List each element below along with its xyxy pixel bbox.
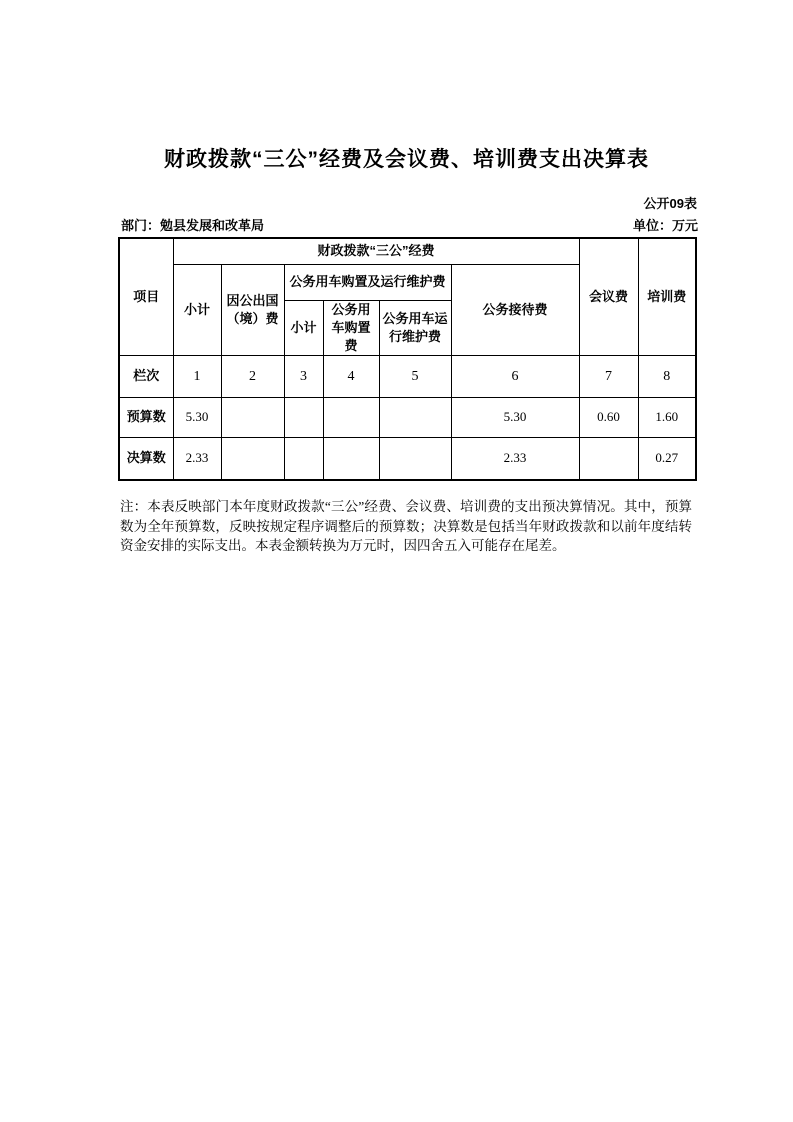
header-vehicle-purchase: 公务用车购置费 — [323, 300, 379, 356]
header-sangong-group: 财政拨款“三公”经费 — [173, 238, 579, 264]
table-cell: 6 — [451, 356, 579, 398]
table-cell: 3 — [284, 356, 323, 398]
header-reception-fee: 公务接待费 — [451, 264, 579, 356]
row-label-budget: 预算数 — [119, 398, 173, 438]
table-cell — [221, 398, 284, 438]
header-meeting-fee: 会议费 — [579, 238, 638, 356]
expense-table — [118, 237, 697, 481]
table-cell — [579, 438, 638, 480]
header-vehicle-maintenance: 公务用车运行维护费 — [379, 300, 451, 356]
table-cell — [379, 438, 451, 480]
table-cell — [284, 398, 323, 438]
table-cell: 0.60 — [579, 398, 638, 438]
table-cell: 5.30 — [451, 398, 579, 438]
table-cell: 0.27 — [638, 438, 696, 480]
header-vehicle-group: 公务用车购置及运行维护费 — [284, 264, 451, 300]
header-abroad-fee: 因公出国（境）费 — [221, 264, 284, 356]
row-label-column-index: 栏次 — [119, 356, 173, 398]
table-cell: 5.30 — [173, 398, 221, 438]
table-cell: 4 — [323, 356, 379, 398]
table-cell — [379, 398, 451, 438]
header-subtotal: 小计 — [173, 264, 221, 356]
page-title: 财政拨款“三公”经费及会议费、培训费支出决算表 — [164, 148, 649, 171]
header-vehicle-subtotal: 小计 — [284, 300, 323, 356]
table-cell: 1 — [173, 356, 221, 398]
table-cell: 2.33 — [173, 438, 221, 480]
table-cell: 2 — [221, 356, 284, 398]
form-code: 公开09表 — [643, 196, 697, 211]
department-label: 部门：勉县发展和改革局 — [121, 218, 265, 233]
table-cell — [221, 438, 284, 480]
note-text: 注：本表反映部门本年度财政拨款“三公”经费、会议费、培训费的支出预决算情况。其中，预算数为全年预算数，反映按规定程序调整后的预算数；决算数是包括当年财政拨款和以前年度结转资金安排的实际支出。本表金额转换为万元时，因四舍五入可能存在尾差。 — [120, 499, 692, 553]
table-cell — [323, 398, 379, 438]
row-label-final: 决算数 — [119, 438, 173, 480]
table-cell: 7 — [579, 356, 638, 398]
table-cell: 5 — [379, 356, 451, 398]
meta-row — [121, 215, 698, 234]
table-cell: 8 — [638, 356, 696, 398]
table-cell — [284, 438, 323, 480]
table-cell: 2.33 — [451, 438, 579, 480]
table-cell: 1.60 — [638, 398, 696, 438]
table-cell — [323, 438, 379, 480]
header-item: 项目 — [119, 238, 173, 356]
unit-label: 单位：万元 — [632, 218, 698, 233]
header-training-fee: 培训费 — [638, 238, 696, 356]
